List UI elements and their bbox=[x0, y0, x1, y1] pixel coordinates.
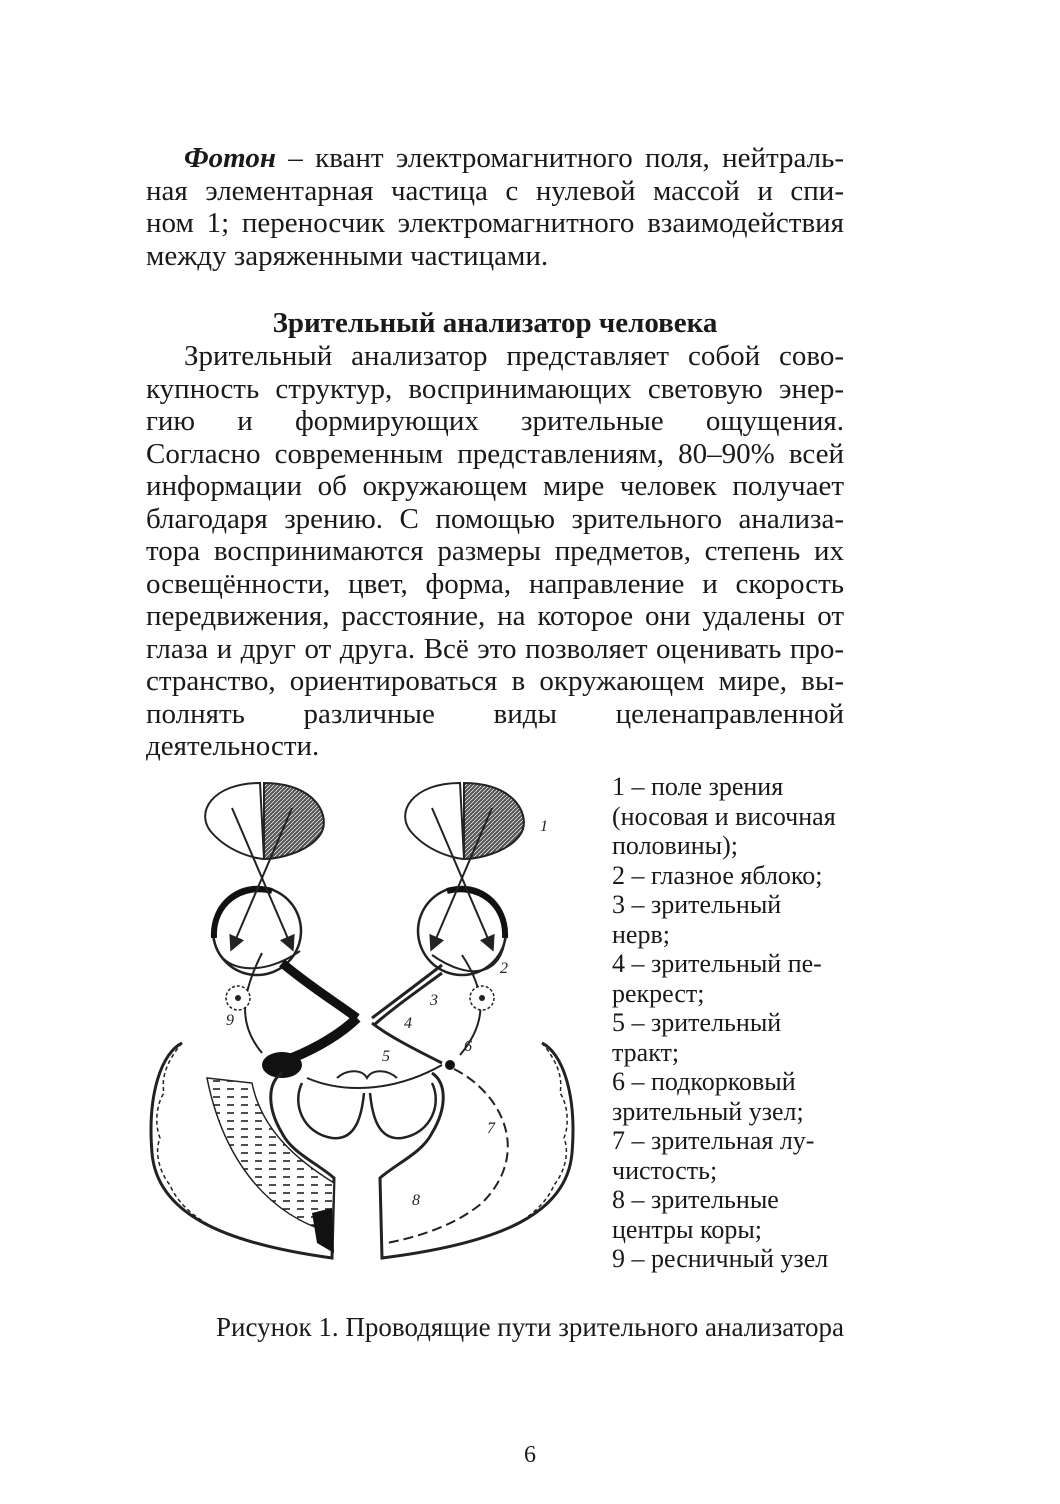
legend-line: центры коры; bbox=[612, 1214, 763, 1244]
legend-line: 3 – зрительный bbox=[612, 890, 782, 919]
body-line: Зрительный анализатор представляет собой сово- bbox=[184, 340, 844, 372]
figure-label-1: 1 bbox=[540, 818, 548, 835]
figure-legend bbox=[612, 772, 852, 1274]
body-line: глаза и друг от друга. Всё это позволяет оценивать про- bbox=[146, 632, 844, 665]
body-paragraph bbox=[146, 340, 844, 763]
ciliary-ganglion-right bbox=[470, 986, 494, 1010]
body-line: гию и формирующих зрительные ощущения. bbox=[146, 405, 844, 437]
optic-nerves-and-chiasm bbox=[245, 953, 480, 1088]
body-line: освещённости, цвет, форма, направление и скорость bbox=[146, 567, 844, 600]
legend-line: 2 – глазное яблоко; bbox=[612, 860, 823, 890]
figure-label-6: 6 bbox=[464, 1038, 472, 1055]
legend-line: чистость; bbox=[612, 1155, 718, 1185]
legend-line: 5 – зрительный bbox=[612, 1008, 782, 1037]
figure-label-7: 7 bbox=[487, 1120, 495, 1137]
visual-field-left bbox=[205, 783, 324, 859]
definition-paragraph bbox=[146, 142, 844, 272]
body-line: передвижения, расстояние, на которое они удалены от bbox=[146, 600, 844, 632]
body-line: тора воспринимаются размеры предметов, степень их bbox=[146, 535, 844, 567]
body-line: деятельности. bbox=[146, 730, 320, 762]
cortex-left bbox=[151, 1043, 334, 1258]
midbrain bbox=[298, 1071, 436, 1138]
body-line: полнять различные виды целенаправленной bbox=[146, 697, 844, 730]
legend-line: 7 – зрительная лу- bbox=[612, 1126, 815, 1155]
legend-line: 1 – поле зрения bbox=[612, 772, 784, 801]
visual-field-right bbox=[405, 783, 524, 859]
figure-label-3: 3 bbox=[430, 992, 438, 1009]
definition-line-text: – квант электромагнитного поля, нейтраль- bbox=[275, 142, 844, 174]
figure-label-4: 4 bbox=[404, 1015, 412, 1032]
definition-line: ном 1; переносчик электромагнитного взаимодействия bbox=[146, 207, 844, 239]
body-line: Согласно современным представлениям, 80–90% всей bbox=[146, 437, 844, 470]
figure-label-9: 9 bbox=[226, 1012, 234, 1029]
ciliary-ganglion-left bbox=[226, 986, 250, 1010]
legend-line: 6 – подкорковый bbox=[612, 1067, 796, 1096]
figure-label-5: 5 bbox=[382, 1048, 390, 1065]
body-line: странство, ориентироваться в окружающем мире, вы- bbox=[146, 665, 844, 697]
definition-line: ная элементарная частица с нулевой массой и спи- bbox=[146, 174, 844, 207]
legend-line: зрительный узел; bbox=[612, 1096, 804, 1126]
definition-line bbox=[146, 142, 844, 175]
legend-line: нерв; bbox=[612, 919, 670, 949]
body-line: благодаря зрению. С помощью зрительного анализа- bbox=[146, 502, 844, 535]
visual-pathway-diagram bbox=[142, 773, 612, 1283]
figure-caption: Рисунок 1. Проводящие пути зрительного анализатора bbox=[215, 1312, 844, 1342]
legend-line: 8 – зрительные bbox=[612, 1185, 779, 1214]
eyeball-right bbox=[418, 887, 506, 975]
body-line: купность структур, воспринимающих световую энер- bbox=[146, 372, 844, 405]
page-number: 6 bbox=[524, 1442, 536, 1468]
legend-line: половины); bbox=[612, 831, 739, 860]
section-heading: Зрительный анализатор человека bbox=[272, 307, 718, 339]
legend-line: рекрест; bbox=[612, 978, 705, 1008]
body-line: информации об окружающем мире человек получает bbox=[146, 470, 844, 502]
definition-term: Фотон bbox=[184, 142, 276, 174]
cortex-right bbox=[380, 1043, 573, 1258]
legend-line: (носовая и височная bbox=[612, 801, 836, 831]
legend-line: тракт; bbox=[612, 1037, 680, 1067]
legend-line: 4 – зрительный пе- bbox=[612, 949, 822, 978]
definition-line: между заряженными частицами. bbox=[146, 239, 549, 272]
figure-label-8: 8 bbox=[412, 1192, 420, 1209]
figure-label-2: 2 bbox=[500, 960, 508, 977]
legend-line: 9 – ресничный узел bbox=[612, 1244, 829, 1273]
